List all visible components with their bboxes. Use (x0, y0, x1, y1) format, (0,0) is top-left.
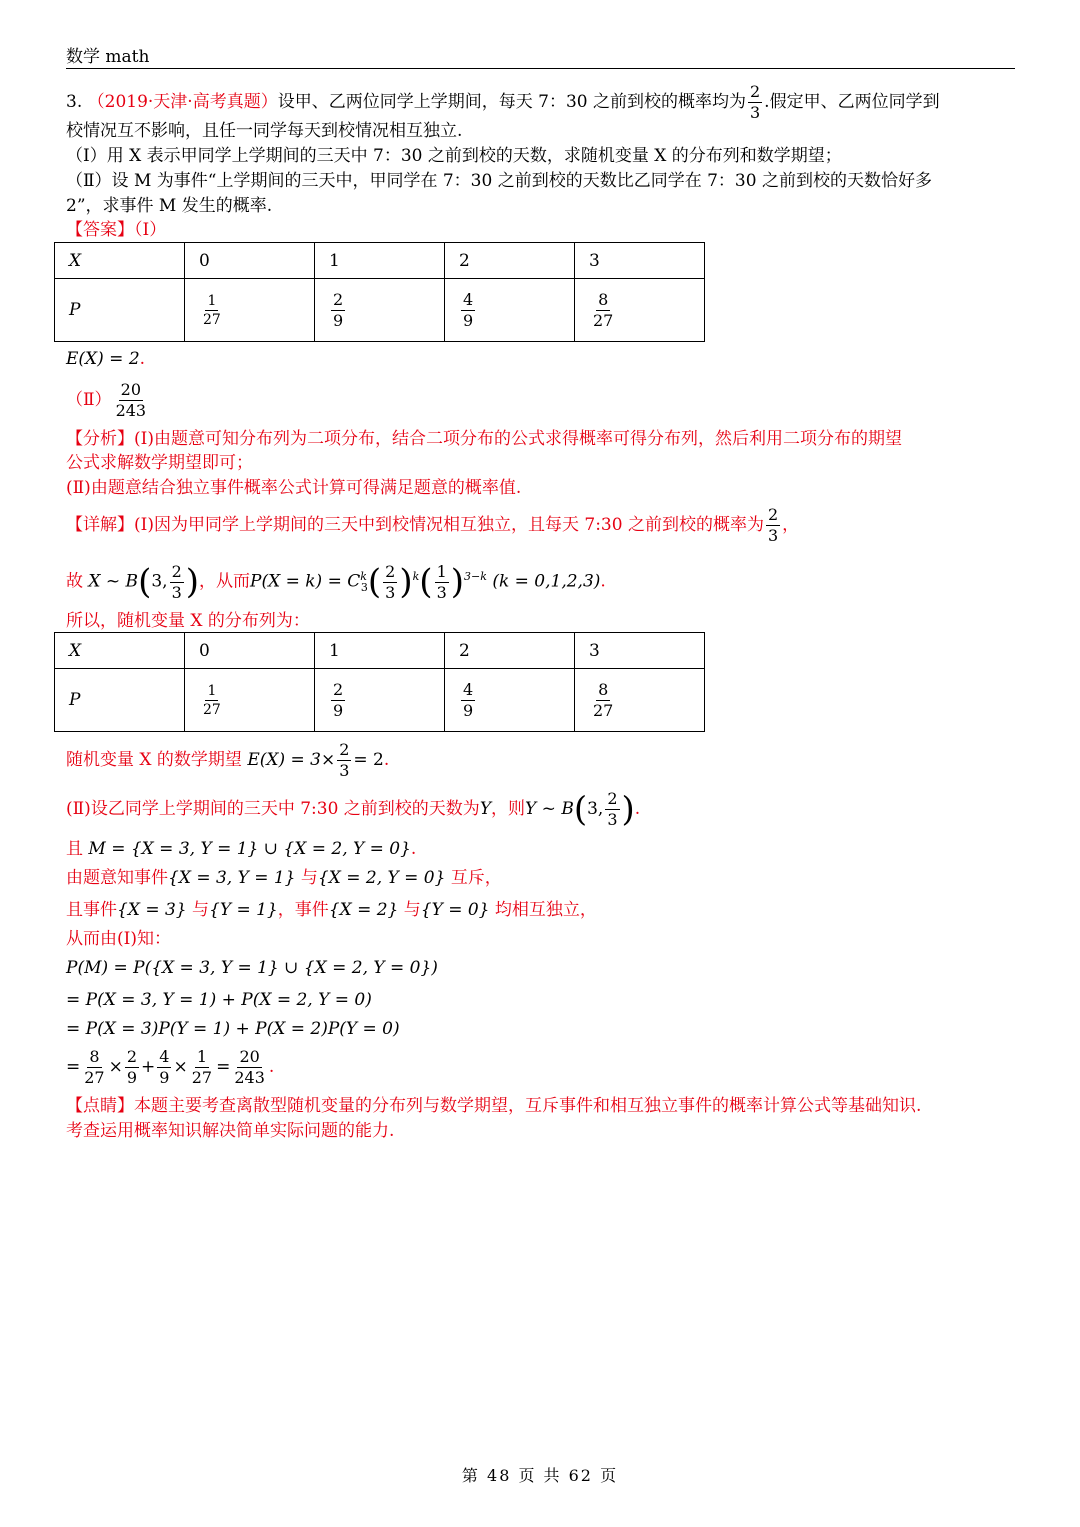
answer-part-2: （Ⅱ） $\frac{20}{243}$ (66, 380, 147, 420)
table-cell: 1 (315, 243, 445, 279)
detail-line-6: 且 M = {X = 3, Y = 1} ∪ {X = 2, Y = 0}. (66, 839, 417, 859)
detail-line-7: 由题意知事件{X = 3, Y = 1} 与{X = 2, Y = 0} 互斥， (66, 868, 502, 888)
page-header: 数学 math (66, 47, 150, 67)
table-cell: $\frac{1}{27}$ (185, 669, 315, 732)
table-cell: 3 (575, 633, 705, 669)
distribution-table-detail (54, 632, 705, 732)
table-cell: 0 (185, 243, 315, 279)
analysis-line-1: 【分析】(Ⅰ)由题意可知分布列为二项分布，结合二项分布的公式求得概率可得分布列，然后利用二项分布的期望 (66, 429, 902, 449)
table-cell: 3 (575, 243, 705, 279)
question-part-2-b: 2”，求事件 M 发生的概率. (66, 196, 273, 216)
analysis-line-2: 公式求解数学期望即可； (66, 453, 253, 473)
table-cell: 2 (445, 243, 575, 279)
comment-line-2: 考查运用概率知识解决简单实际问题的能力. (66, 1121, 395, 1141)
question-source: （2019·天津·高考真题） (87, 92, 278, 112)
comment-line-1: 【点睛】本题主要考查离散型随机变量的分布列与数学期望，互斥事件和相互独立事件的概率计算公式等基础知识. (66, 1096, 922, 1116)
table-cell: 0 (185, 633, 315, 669)
table-cell: $\frac{1}{27}$ (185, 279, 315, 342)
detail-line-12: = P(X = 3)P(Y = 1) + P(X = 2)P(Y = 0) (66, 1019, 400, 1039)
table-cell: P (55, 279, 185, 342)
table-cell: $\frac{8}{27}$ (575, 279, 705, 342)
question-number: 3. (66, 92, 83, 112)
analysis-line-3: (Ⅱ)由题意结合独立事件概率公式计算可得满足题意的概率值. (66, 478, 522, 498)
detail-line-9: 从而由(Ⅰ)知： (66, 929, 171, 949)
detail-line-13: = $\frac{8}{27}$ × $\frac{2}{9}$ + $\frac{4}{9}$ × $\frac{1}{27}$ = $\frac{20}{243}$ . (66, 1047, 275, 1087)
table-cell: P (55, 669, 185, 732)
table-cell: 1 (315, 633, 445, 669)
answer-expectation: E(X) = 2. (66, 349, 146, 369)
detail-line-5: (Ⅱ)设乙同学上学期间的三天中 7:30 之前到校的天数为Y，则Y ~ B(3, $\frac{2}{3}$ ). (66, 789, 641, 830)
table-cell: $\frac{2}{9}$ (315, 669, 445, 732)
detail-line-11: = P(X = 3, Y = 1) + P(X = 2, Y = 0) (66, 990, 372, 1010)
detail-line-4: 随机变量 X 的数学期望 E(X) = 3× $\frac{2}{3}$ = 2. (66, 740, 390, 780)
detail-line-8: 且事件{X = 3} 与{Y = 1}，事件{X = 2} 与{Y = 0} 均相互独立， (66, 900, 597, 920)
table-cell: $\frac{4}{9}$ (445, 669, 575, 732)
question-part-1: （Ⅰ）用 X 表示甲同学上学期间的三天中 7：30 之前到校的天数，求随机变量 X 的分布列和数学期望； (66, 146, 842, 166)
header-divider (66, 68, 1015, 69)
table-cell: $\frac{4}{9}$ (445, 279, 575, 342)
question-line-1: 3. （2019·天津·高考真题）设甲、乙两位同学上学期间，每天 7：30 之前到校的概率均为 $\frac{2}{3}$ .假定甲、乙两位同学到 (66, 82, 940, 122)
table-cell: 2 (445, 633, 575, 669)
question-line-2: 校情况互不影响，且任一同学每天到校情况相互独立. (66, 121, 463, 141)
table-cell: $\frac{8}{27}$ (575, 669, 705, 732)
detail-line-1: 【详解】(Ⅰ)因为甲同学上学期间的三天中到校情况相互独立，且每天 7:30 之前到校的概率为 $\frac{2}{3}$ ， (66, 505, 800, 545)
fraction-2-3: $\frac{2}{3}$ (749, 82, 761, 122)
detail-line-2: 故 X ~ B(3, $\frac{2}{3}$ )，从而$P(X = k) = C^k_3$( $\frac{2}{3}$ )$^k$( $\frac{1}{3}$ )$^{3-k}$ (k = 0,1,2,3). (66, 561, 606, 603)
question-part-2-a: （Ⅱ）设 M 为事件“上学期间的三天中，甲同学在 7：30 之前到校的天数比乙同学在 7：30 之前到校的天数恰好多 (66, 171, 932, 191)
distribution-table-answer (54, 242, 705, 342)
answer-label: 【答案】（Ⅰ） (66, 220, 167, 240)
detail-line-10: P(M) = P({X = 3, Y = 1} ∪ {X = 2, Y = 0}) (66, 958, 438, 978)
table-cell: $\frac{2}{9}$ (315, 279, 445, 342)
page-footer: 第 48 页 共 62 页 (461, 1466, 619, 1485)
table-cell: X (55, 243, 185, 279)
table-cell: X (55, 633, 185, 669)
detail-line-3: 所以，随机变量 X 的分布列为： (66, 611, 310, 631)
